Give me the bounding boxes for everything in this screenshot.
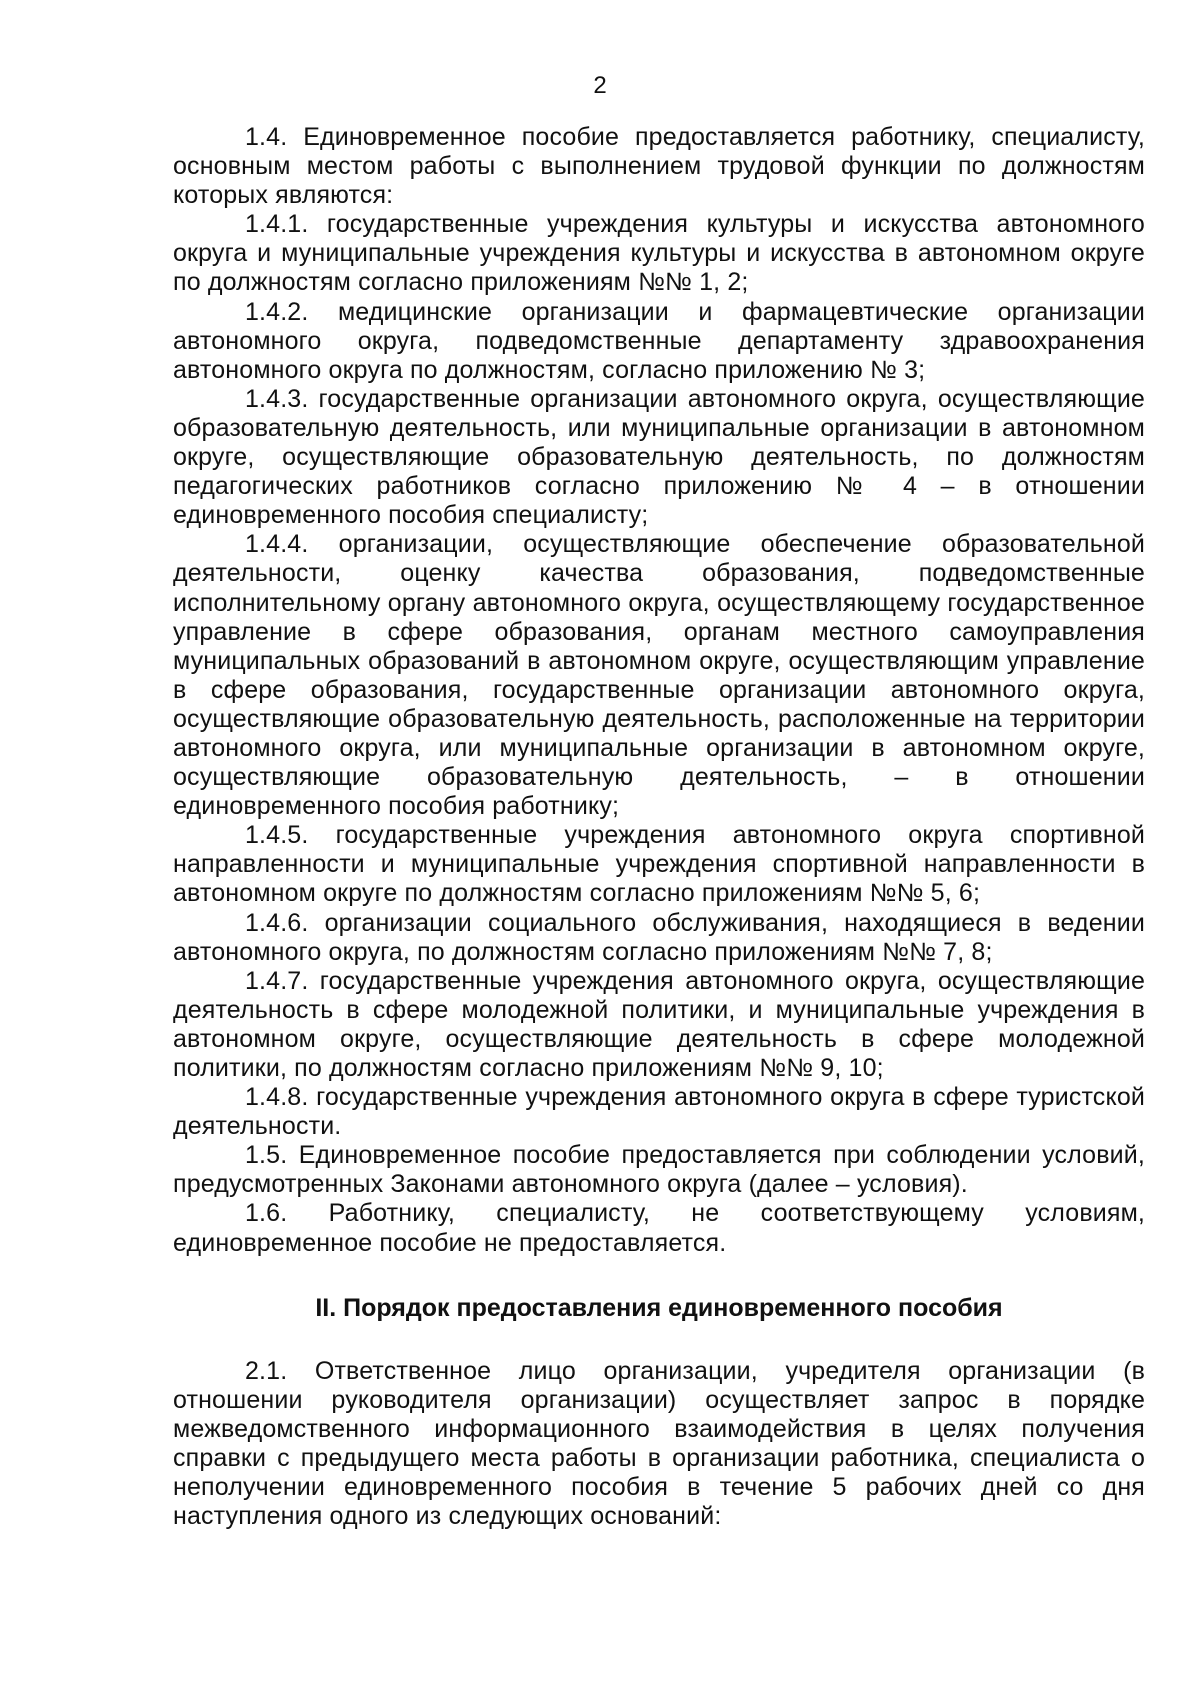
paragraph-1-4-4: 1.4.4. организации, осуществляющие обеспечение образовательной деятельности, оценку качества образования, подведомственные исполнительному органу автономного округа, осуществляющему государственное управление в сфере образования, органам местного самоуправления муниципальных образований в автономном округе, осуществляющим управление в сфере образования, государственные организации автономного округа, осуществляющие образовательную деятельность, расположенные на территории автономного округа, или муниципальные организации в автономном округе, осуществляющие образовательную деятельность, – в отношении единовременного пособия работнику;: [173, 530, 1145, 821]
paragraph-2-1: 2.1. Ответственное лицо организации, учредителя организации (в отношении руководителя организации) осуществляет запрос в порядке межведомственного информационного взаимодействия в целях получения справки с предыдущего места работы в организации работника, специалиста о неполучении единовременного пособия в течение 5 рабочих дней со дня наступления одного из следующих оснований:: [173, 1356, 1145, 1531]
page-number: 2: [593, 72, 607, 99]
paragraph-1-4-5: 1.4.5. государственные учреждения автономного округа спортивной направленности и муниципальные учреждения спортивной направленности в автономном округе по должностям согласно приложениям №№ 5, 6;: [173, 821, 1145, 908]
paragraph-1-4-1: 1.4.1. государственные учреждения культуры и искусства автономного округа и муниципальные учреждения культуры и искусства в автономном округе по должностям согласно приложениям №№ 1, 2;: [173, 210, 1145, 297]
document-body: [173, 123, 1145, 1531]
paragraph-1-4-7: 1.4.7. государственные учреждения автономного округа, осуществляющие деятельность в сфере молодежной политики, и муниципальные учреждения в автономном округе, осуществляющие деятельность в сфере молодежной политики, по должностям согласно приложениям №№ 9, 10;: [173, 966, 1145, 1082]
paragraph-1-4-3: 1.4.3. государственные организации автономного округа, осуществляющие образовательную деятельность, или муниципальные организации в автономном округе, осуществляющие образовательную деятельность, по должностям педагогических работников согласно приложению № 4 – в отношении единовременного пособия специалисту;: [173, 384, 1145, 530]
paragraph-1-4-8: 1.4.8. государственные учреждения автономного округа в сфере туристской деятельности.: [173, 1083, 1145, 1141]
paragraph-1-5: 1.5. Единовременное пособие предоставляется при соблюдении условий, предусмотренных Законами автономного округа (далее – условия).: [173, 1141, 1145, 1199]
paragraph-1-4-2: 1.4.2. медицинские организации и фармацевтические организации автономного округа, подведомственные департаменту здравоохранения автономного округа по должностям, согласно приложению № 3;: [173, 297, 1145, 384]
paragraph-1-4: 1.4. Единовременное пособие предоставляется работнику, специалисту, основным местом работы с выполнением трудовой функции по должностям которых являются:: [173, 123, 1145, 210]
paragraph-1-6: 1.6. Работнику, специалисту, не соответствующему условиям, единовременное пособие не предоставляется.: [173, 1199, 1145, 1257]
section-title: II. Порядок предоставления единовременного пособия: [315, 1293, 1003, 1322]
paragraph-1-4-6: 1.4.6. организации социального обслуживания, находящиеся в ведении автономного округа, по должностям согласно приложениям №№ 7, 8;: [173, 908, 1145, 966]
